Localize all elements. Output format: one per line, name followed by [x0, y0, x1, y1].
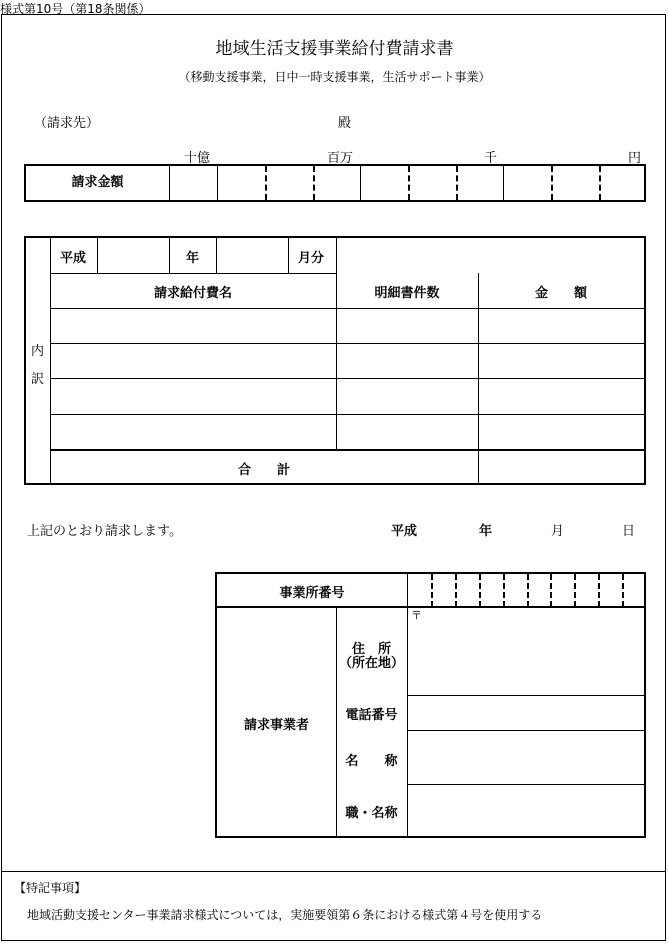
notes-divider — [1, 871, 666, 872]
form-number: 様式第10号（第18条関係） — [0, 2, 151, 16]
declaration-text: 上記のとおり請求します。 — [27, 524, 182, 539]
claimant-label: 請求事業者 — [243, 718, 309, 733]
period-month: 月分 — [298, 251, 325, 266]
declaration-era: 平成 — [391, 524, 418, 539]
breakdown-side-label-bottom: 訳 — [31, 372, 45, 387]
declaration-day: 日 — [622, 524, 636, 539]
period-year: 年 — [186, 251, 200, 266]
unit-yen: 円 — [628, 151, 642, 166]
recipient-label: （請求先） — [34, 116, 100, 131]
declaration-year: 年 — [479, 524, 493, 539]
table-row — [50, 414, 644, 415]
header-statement-count: 明細書件数 — [374, 286, 440, 301]
notes-text: 地域活動支援センター事業請求様式については，実施要領第６条における様式第４号を使用する — [27, 908, 543, 922]
amount-digit-cell[interactable] — [217, 166, 218, 200]
notes-heading: 【特記事項】 — [14, 881, 87, 895]
office-number-label: 事業所番号 — [279, 586, 345, 601]
total-label: 合 計 — [237, 463, 290, 478]
recipient-honorific: 殿 — [338, 116, 352, 131]
header-amount: 金 額 — [534, 286, 587, 301]
phone-label: 電話番号 — [345, 708, 398, 723]
table-row — [50, 449, 644, 451]
unit-billion: 十億 — [184, 151, 211, 166]
breakdown-table — [24, 236, 646, 485]
amount-table — [24, 164, 646, 202]
table-row — [50, 378, 644, 379]
form-subtitle: （移動支援事業，日中一時支援事業，生活サポート事業） — [178, 70, 491, 84]
title-name-label: 職・名称 — [345, 806, 398, 821]
unit-million: 百万 — [327, 151, 354, 166]
period-era: 平成 — [60, 251, 87, 266]
name-label: 名 称 — [345, 754, 398, 769]
table-row — [50, 343, 644, 344]
form-title: 地域生活支援事業給付費請求書 — [215, 39, 454, 59]
amount-label: 請求金額 — [71, 175, 124, 190]
breakdown-side-label-top: 内 — [31, 344, 45, 359]
declaration-month: 月 — [551, 524, 565, 539]
header-benefit-name: 請求給付費名 — [153, 286, 232, 301]
address-label: 住 所 — [351, 642, 391, 657]
address-label-sub: （所在地） — [338, 656, 404, 671]
postal-mark: 〒 — [411, 609, 422, 622]
unit-thousand: 千 — [484, 151, 498, 166]
provider-table — [215, 572, 646, 838]
